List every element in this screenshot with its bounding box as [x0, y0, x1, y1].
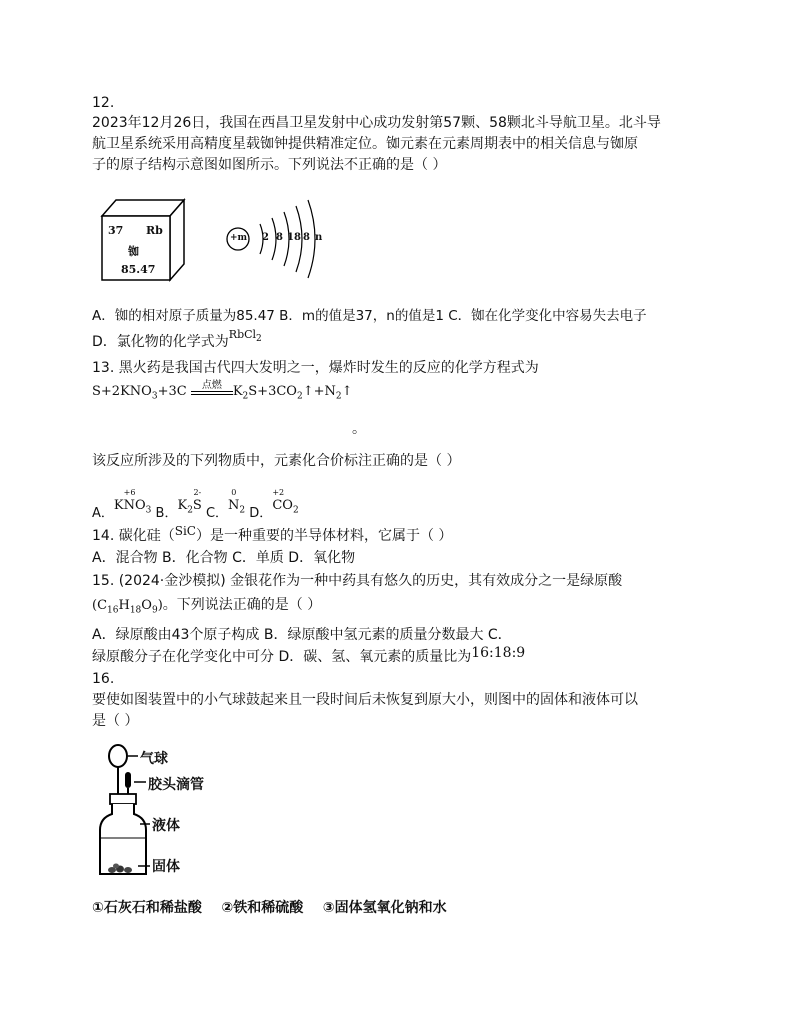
label-solid: 固体: [152, 859, 180, 875]
q14-formula: SiC: [174, 524, 196, 538]
q12-line1: 2023年12月26日，我国在西昌卫星发射中心成功发射第57颗、58颗北斗导航卫星。北斗导: [92, 115, 661, 131]
q12-options-abc: A．铷的相对原子质量为85.47 B．m的值是37，n的值是1 C．铷在化学变化中容易失去电子: [92, 308, 647, 324]
q16-number: 16.: [92, 671, 115, 687]
q15-ratio: 16:18:9: [471, 645, 526, 661]
q13-equation: [92, 380, 353, 402]
q14-stem-post: ）是一种重要的半导体材料，它属于（ ）: [195, 528, 453, 544]
eq-right3: ↑+N: [302, 384, 336, 399]
q12-option-d-formula: RbCl: [228, 328, 257, 341]
q13-period: 。: [352, 421, 366, 437]
q13-opt-a-label: A．: [92, 506, 114, 521]
eq-left-sub: 3: [151, 391, 158, 402]
q16-line1: 要使如图装置中的小气球鼓起来且一段时间后未恢复到原大小，则图中的固体和液体可以: [92, 692, 638, 708]
q15-options-ab: A．绿原酸由43个原子构成 B．绿原酸中氢元素的质量分数最大 C．: [92, 627, 512, 643]
q16-choice-2: ②铁和稀硫酸: [221, 900, 304, 916]
q12-option-d-sub: 2: [256, 334, 262, 345]
label-dropper: 胶头滴管: [148, 777, 204, 793]
q12-number: 12.: [92, 95, 115, 111]
q13-opt-a-valence: +6: [123, 488, 136, 497]
q16-choice-3: ③固体氢氧化钠和水: [322, 900, 447, 916]
label-liquid: 液体: [152, 818, 180, 834]
eq-right2-sub: 2: [296, 391, 303, 402]
eq-left: S+2KNO: [92, 384, 152, 399]
q13-opt-c-valence: 0: [231, 488, 237, 497]
q13-opt-d-valence: +2: [272, 488, 285, 497]
eq-condition: 点燃: [201, 380, 222, 391]
eq-right1-sub: 2: [242, 391, 249, 402]
q16-line2: 是（ ）: [92, 713, 139, 729]
q16-choices: [92, 897, 447, 917]
q13-opt-c-label: C．: [205, 506, 229, 521]
q15-formula-line: [92, 594, 321, 622]
label-balloon: 气球: [140, 751, 168, 767]
element-name: 铷: [128, 245, 139, 258]
atom-shell-4: 8: [303, 232, 310, 243]
q13-stem: 13. 黑火药是我国古代四大发明之一，爆炸时发生的反应的化学方程式为: [92, 360, 539, 376]
element-number: 37: [108, 224, 124, 237]
eq-right1: K: [232, 384, 243, 399]
q15-stem: 15. (2024·金沙模拟) 金银花作为一种中药具有悠久的历史，其有效成分之一是绿原酸: [92, 573, 623, 589]
q13-options: A．KN +6 $O_3$ B．$K_2S$ 2- C．N 0 $_2$ D．C +2 $O_2$: [92, 488, 299, 521]
q14-stem-pre: 14. 碳化硅（: [92, 528, 175, 544]
eq-left2: +3C: [157, 384, 187, 399]
q15-options-cd-text: 绿原酸分子在化学变化中可分 D．碳、氢、氧元素的质量比为: [92, 649, 472, 665]
q16-choice-1: ①石灰石和稀盐酸: [92, 900, 202, 916]
atom-shell-3: 18: [287, 232, 301, 243]
q13-ask: 该反应所涉及的下列物质中，元素化合价标注正确的是（ ）: [92, 453, 461, 469]
atom-shell-5: n: [315, 232, 323, 243]
eq-right3-sub: 2: [335, 391, 342, 402]
q14-stem: [92, 525, 452, 547]
atom-shell-1: 2: [262, 232, 269, 243]
eq-right2: S+3CO: [248, 384, 297, 399]
atom-shell-2: 8: [276, 232, 283, 243]
q13-opt-b-label: B．: [155, 506, 178, 521]
q12-line3: 子的原子结构示意图如图所示。下列说法不正确的是（ ）: [92, 157, 447, 173]
eq-right4: ↑: [341, 384, 353, 399]
q15-options-cd: [92, 646, 525, 668]
q12-line2: 航卫星系统采用高精度星载铷钟提供精准定位。铷元素在元素周期表中的相关信息与铷原: [92, 136, 638, 152]
element-mass: 85.47: [121, 263, 156, 276]
q12-option-d-text: D．氯化物的化学式为: [92, 334, 229, 350]
q12-option-d: [92, 328, 262, 358]
element-symbol: Rb: [146, 224, 163, 237]
q13-opt-b-valence: 2-: [193, 488, 202, 497]
atom-nucleus-charge: +m: [230, 233, 248, 243]
eq-condition-arrow: [191, 380, 233, 395]
q15-formula: $(C_{16}H_{18}O_9)$: [92, 598, 163, 616]
q13-opt-d-label: D．: [249, 506, 273, 521]
q14-options: A．混合物 B．化合物 C．单质 D．氧化物: [92, 550, 356, 566]
q15-stem2: 。下列说法正确的是（ ）: [162, 597, 322, 613]
